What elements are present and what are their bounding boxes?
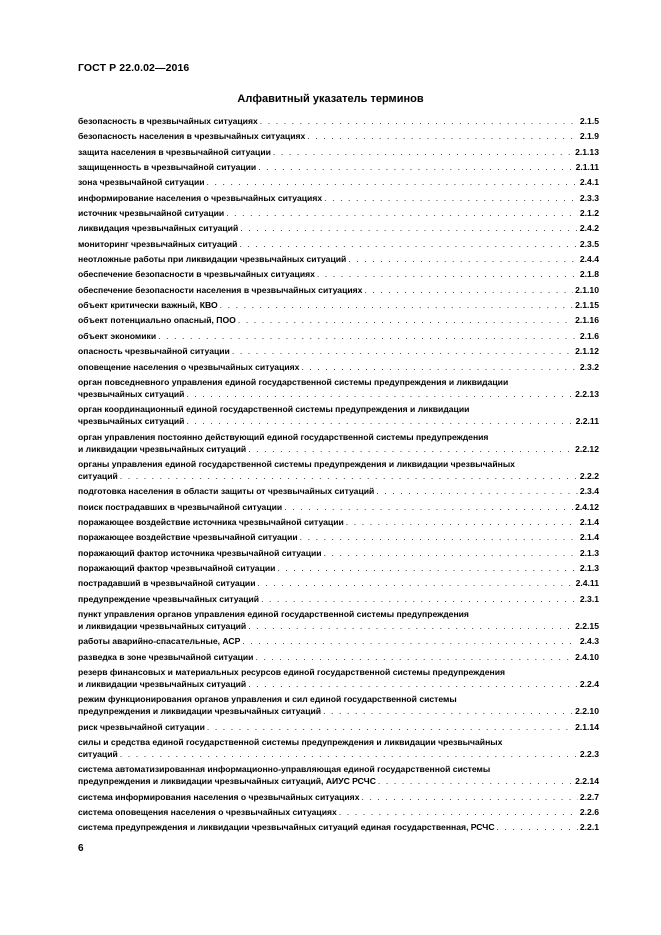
index-entry-term-first-line: органы управления единой государственной системы предупреждения и ликвидации чрезвычайных	[78, 458, 515, 469]
index-entry-reference: 2.4.12	[575, 501, 599, 512]
dot-leader	[246, 620, 573, 632]
index-entry-reference: 2.1.12	[575, 346, 599, 357]
index-entry-reference: 2.4.10	[575, 651, 599, 662]
index-entry-term: ликвидация чрезвычайных ситуаций	[78, 223, 239, 234]
index-entry-line	[78, 146, 599, 158]
index-entry-reference: 2.2.2	[579, 470, 599, 481]
index-entry-reference: 2.2.15	[575, 620, 599, 631]
index-entry-line	[78, 748, 599, 760]
index-entry-term: поражающее воздействие источника чрезвычайной ситуации	[78, 516, 344, 527]
index-entry-reference: 2.1.8	[579, 269, 599, 280]
index-entry-line	[78, 620, 599, 632]
index-entry-reference: 2.1.2	[579, 208, 599, 219]
index-entry	[78, 501, 599, 513]
index-entry-reference: 2.4.11	[575, 578, 599, 589]
index-entry-term: информирование населения о чрезвычайных ситуациях	[78, 192, 323, 203]
term-index-list	[78, 115, 599, 837]
index-entry-line	[78, 115, 599, 127]
index-entry-term: и ликвидации чрезвычайных ситуаций	[78, 443, 247, 454]
index-entry	[78, 791, 599, 803]
index-entry-term: защищенность в чрезвычайной ситуации	[78, 162, 257, 173]
index-entry-term: обеспечение безопасности в чрезвычайных ситуациях	[78, 269, 315, 280]
index-entry	[78, 130, 599, 142]
index-entry-reference: 2.1.14	[575, 721, 599, 732]
index-title: Алфавитный указатель терминов	[237, 93, 424, 105]
index-entry-reference: 2.2.10	[575, 706, 599, 717]
dot-leader	[315, 268, 578, 280]
index-entry-line	[78, 130, 599, 142]
index-entry-line	[78, 299, 599, 311]
index-entry-line	[78, 791, 599, 803]
dot-leader	[275, 562, 577, 574]
dot-leader	[305, 130, 578, 142]
index-entry-line	[78, 207, 599, 219]
index-entry-reference: 2.1.15	[575, 300, 599, 311]
index-entry	[78, 115, 599, 127]
index-entry-reference: 2.2.6	[579, 807, 599, 818]
index-entry-term: предупреждения и ликвидации чрезвычайных ситуаций, АИУС РСЧС	[78, 776, 376, 787]
index-entry-line	[78, 531, 599, 543]
index-entry-term: риск чрезвычайной ситуации	[78, 721, 205, 732]
dot-leader	[362, 284, 573, 296]
dot-leader	[237, 238, 577, 250]
index-entry-line	[78, 330, 599, 342]
index-entry-line	[78, 222, 599, 234]
dot-leader	[376, 775, 573, 787]
index-entry	[78, 253, 599, 265]
index-entry-term: зона чрезвычайной ситуации	[78, 177, 205, 188]
index-entry-term: объект потенциально опасный, ПОО	[78, 315, 236, 326]
dot-leader	[299, 361, 577, 373]
dot-leader	[259, 593, 578, 605]
index-entry-line	[78, 470, 599, 482]
index-entry-line	[78, 314, 599, 326]
dot-leader	[337, 806, 578, 818]
dot-leader	[218, 299, 573, 311]
dot-leader	[374, 485, 578, 497]
index-entry-line	[78, 562, 599, 574]
index-entry-term-first-line: пункт управления органов управления единой государственной системы предупреждения	[78, 608, 469, 619]
index-entry-reference: 2.3.1	[579, 593, 599, 604]
dot-leader	[256, 161, 573, 173]
index-entry	[78, 821, 599, 833]
index-entry-term: подготовка населения в области защиты от чрезвычайных ситуаций	[78, 486, 375, 497]
index-entry-line	[78, 651, 599, 663]
index-entry-term-first-line: система автоматизированная информационно-управляющая единой государственной системы	[78, 764, 491, 775]
index-entry-term: поражающий фактор источника чрезвычайной ситуации	[78, 547, 322, 558]
index-entry-line	[78, 635, 599, 647]
index-entry-term: пострадавший в чрезвычайной ситуации	[78, 578, 256, 589]
dot-leader	[271, 146, 573, 158]
index-entry-line	[78, 547, 599, 559]
index-entry-reference: 2.3.5	[579, 238, 599, 249]
index-entry-term: поиск пострадавших в чрезвычайной ситуации	[78, 501, 283, 512]
index-entry	[78, 736, 599, 760]
index-entry-line	[78, 443, 599, 455]
dot-leader	[236, 314, 573, 326]
dot-leader	[322, 192, 578, 204]
index-entry	[78, 431, 599, 455]
index-entry	[78, 608, 599, 632]
dot-leader	[253, 651, 573, 663]
index-entry	[78, 161, 599, 173]
index-entry-term: и ликвидации чрезвычайных ситуаций	[78, 620, 247, 631]
index-entry	[78, 562, 599, 574]
dot-leader	[246, 443, 573, 455]
index-entry	[78, 721, 599, 733]
index-entry	[78, 651, 599, 663]
document-code-header: ГОСТ Р 22.0.02—2016	[78, 62, 190, 74]
index-entry-line	[78, 721, 599, 733]
index-entry-reference: 2.1.5	[579, 116, 599, 126]
index-entry-term: ситуаций	[78, 470, 118, 481]
index-entry	[78, 458, 599, 482]
index-entry	[78, 330, 599, 342]
index-entry-reference: 2.4.4	[579, 254, 599, 265]
index-entry	[78, 547, 599, 559]
index-entry	[78, 299, 599, 311]
index-entry-term-first-line: орган повседневного управления единой государственной системы предупреждения и ликвидации	[78, 376, 509, 387]
index-entry-line	[78, 238, 599, 250]
index-entry-term: поражающее воздействие чрезвычайной ситуации	[78, 532, 298, 543]
index-entry-term: чрезвычайных ситуаций	[78, 388, 185, 399]
index-entry-reference: 2.1.6	[579, 330, 599, 341]
index-entry-line	[78, 516, 599, 528]
index-entry-reference: 2.2.14	[575, 776, 599, 787]
index-entry-term: ситуаций	[78, 749, 118, 760]
dot-leader	[238, 222, 578, 234]
index-entry-term: поражающий фактор чрезвычайной ситуации	[78, 562, 276, 573]
dot-leader	[118, 470, 578, 482]
index-entry-reference: 2.2.3	[579, 749, 599, 760]
index-entry-line	[78, 705, 599, 717]
index-entry-line	[78, 593, 599, 605]
index-entry-reference: 2.2.13	[575, 388, 599, 399]
index-entry-reference: 2.4.2	[579, 223, 599, 234]
index-entry-reference: 2.1.13	[575, 146, 599, 157]
index-entry-term: предупреждение чрезвычайных ситуаций	[78, 593, 260, 604]
index-entry-term: безопасность населения в чрезвычайных ситуациях	[78, 131, 306, 142]
index-entry-reference: 2.2.1	[579, 822, 599, 833]
index-entry-reference: 2.1.16	[575, 315, 599, 326]
dot-leader	[282, 501, 573, 513]
dot-leader	[346, 253, 578, 265]
index-entry-reference: 2.2.7	[579, 791, 599, 802]
dot-leader	[184, 415, 573, 427]
index-entry	[78, 763, 599, 787]
index-entry-term: работы аварийно-спасательные, АСР	[78, 636, 241, 647]
index-entry	[78, 516, 599, 528]
dot-leader	[321, 705, 573, 717]
index-entry	[78, 593, 599, 605]
index-entry-term-first-line: резерв финансовых и материальных ресурсов единой государственной системы предупреждения	[78, 667, 505, 677]
index-entry-line	[78, 176, 599, 188]
index-entry	[78, 268, 599, 280]
index-entry-line	[78, 284, 599, 296]
dot-leader	[230, 345, 573, 357]
dot-leader	[256, 577, 574, 589]
index-entry	[78, 314, 599, 326]
index-entry-term: защита населения в чрезвычайной ситуации	[78, 146, 271, 157]
index-entry	[78, 693, 599, 717]
dot-leader	[205, 176, 578, 188]
dot-leader	[359, 791, 577, 803]
index-entry	[78, 345, 599, 357]
index-entry-reference: 2.2.4	[579, 679, 599, 689]
index-entry-term: система информирования населения о чрезвычайных ситуациях	[78, 791, 360, 802]
index-entry-term: чрезвычайных ситуаций	[78, 416, 185, 427]
index-entry-line	[78, 388, 599, 400]
index-entry-line	[78, 415, 599, 427]
index-entry-line	[78, 192, 599, 204]
dot-leader	[298, 531, 578, 543]
index-entry	[78, 531, 599, 543]
index-entry-reference: 2.1.9	[579, 131, 599, 142]
index-entry-line	[78, 345, 599, 357]
index-entry-term-first-line: режим функционирования органов управления и сил единой государственной системы	[78, 694, 457, 705]
index-entry	[78, 284, 599, 296]
index-entry-line	[78, 485, 599, 497]
index-entry	[78, 176, 599, 188]
index-entry-line	[78, 821, 599, 833]
dot-leader	[224, 207, 578, 219]
index-entry	[78, 577, 599, 589]
dot-leader	[156, 330, 578, 342]
dot-leader	[344, 516, 578, 528]
index-entry-reference: 2.1.4	[579, 516, 599, 527]
index-entry-term-first-line: орган управления постоянно действующий единой государственной системы предупреждения	[78, 431, 489, 442]
index-entry-line	[78, 577, 599, 589]
index-entry-line	[78, 678, 599, 690]
dot-leader	[184, 388, 573, 400]
dot-leader	[258, 115, 578, 127]
index-entry-line	[78, 806, 599, 818]
index-entry	[78, 376, 599, 400]
dot-leader	[495, 821, 578, 833]
index-entry-line	[78, 501, 599, 513]
index-entry-term: предупреждения и ликвидации чрезвычайных ситуаций	[78, 706, 322, 717]
index-entry-reference: 2.4.3	[579, 636, 599, 647]
index-entry-reference: 2.1.3	[579, 547, 599, 558]
dot-leader	[205, 721, 573, 733]
index-entry	[78, 806, 599, 818]
page-number: 6	[78, 843, 84, 854]
index-entry-line	[78, 161, 599, 173]
dot-leader	[246, 678, 578, 690]
index-entry	[78, 635, 599, 647]
index-entry-reference: 2.1.4	[579, 532, 599, 543]
index-entry-line	[78, 361, 599, 373]
index-entry-term-first-line: орган координационный единой государственной системы предупреждения и ликвидации	[78, 404, 470, 415]
index-entry-reference: 2.4.1	[579, 177, 599, 188]
index-entry	[78, 361, 599, 373]
index-entry	[78, 207, 599, 219]
index-entry-line	[78, 268, 599, 280]
index-entry-term: объект экономики	[78, 330, 157, 341]
index-entry-line	[78, 775, 599, 787]
index-entry-term: обеспечение безопасности населения в чрезвычайных ситуациях	[78, 284, 363, 295]
index-entry-reference: 2.1.11	[575, 162, 599, 173]
index-entry	[78, 222, 599, 234]
index-entry	[78, 403, 599, 427]
index-entry-term: мониторинг чрезвычайных ситуаций	[78, 238, 238, 249]
index-entry-reference: 2.3.3	[579, 192, 599, 203]
index-entry-term: система предупреждения и ликвидации чрезвычайных ситуаций единая государственная, РСЧС	[78, 822, 495, 833]
index-entry-reference: 2.1.3	[579, 562, 599, 573]
dot-leader	[118, 748, 578, 760]
index-entry-term: оповещение населения о чрезвычайных ситуациях	[78, 361, 300, 372]
dot-leader	[322, 547, 578, 559]
dot-leader	[240, 635, 578, 647]
index-entry-reference: 2.1.10	[575, 284, 599, 295]
index-entry-term: разведка в зоне чрезвычайной ситуации	[78, 651, 254, 662]
index-entry-term: и ликвидации чрезвычайных ситуаций	[78, 679, 247, 689]
index-entry-reference: 2.2.11	[575, 416, 599, 427]
index-entry-term: безопасность в чрезвычайных ситуациях	[78, 116, 258, 126]
index-entry-term: источник чрезвычайной ситуации	[78, 208, 225, 219]
index-entry	[78, 485, 599, 497]
index-entry-reference: 2.2.12	[575, 443, 599, 454]
index-entry-term-first-line: силы и средства единой государственной системы предупреждения и ликвидации чрезвычайных	[78, 737, 503, 748]
index-entry-reference: 2.3.4	[579, 486, 599, 497]
index-entry-line	[78, 253, 599, 265]
index-entry-term: система оповещения населения о чрезвычайных ситуациях	[78, 807, 337, 818]
index-entry	[78, 146, 599, 158]
index-entry-term: объект критически важный, КВО	[78, 300, 218, 311]
index-entry	[78, 192, 599, 204]
index-entry-term: опасность чрезвычайной ситуации	[78, 346, 230, 357]
index-entry	[78, 666, 599, 690]
index-entry-reference: 2.3.2	[579, 361, 599, 372]
index-entry-term: неотложные работы при ликвидации чрезвычайных ситуаций	[78, 254, 347, 265]
index-entry	[78, 238, 599, 250]
